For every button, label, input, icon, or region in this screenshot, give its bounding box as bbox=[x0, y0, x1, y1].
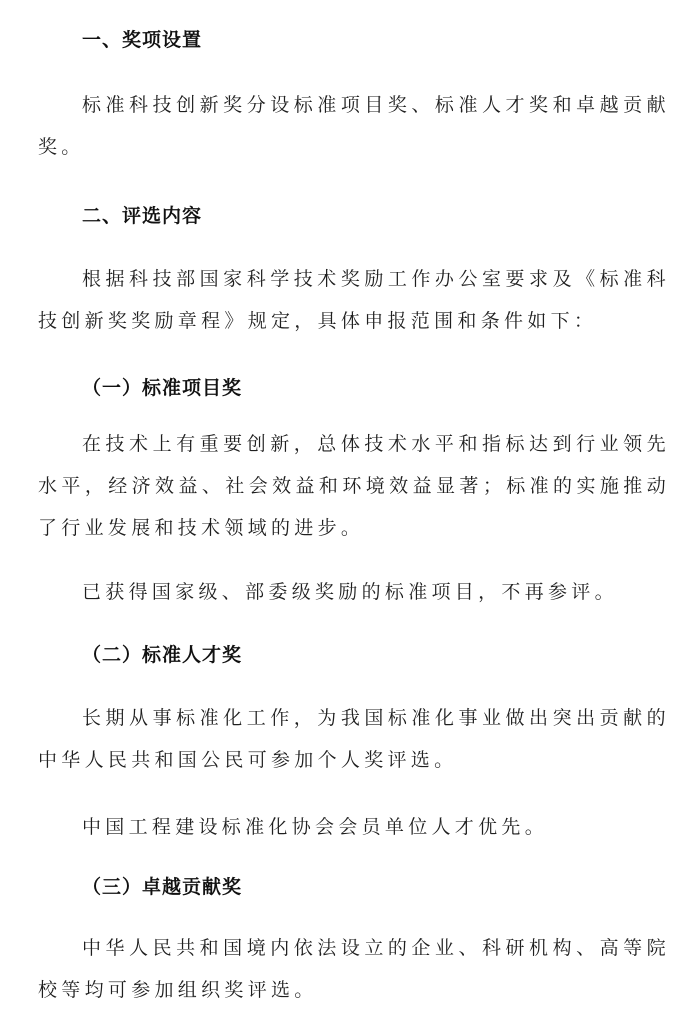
subsection-heading-talent-award: （二）标准人才奖 bbox=[82, 644, 243, 666]
paragraph-contribution-award-criteria: 中华人民共和国境内依法设立的企业、科研机构、高等院校等均可参加组织奖评选。 bbox=[38, 937, 670, 1001]
section-heading-award-settings: 一、奖项设置 bbox=[82, 29, 203, 51]
subsection-heading-contribution-award: （三）卓越贡献奖 bbox=[82, 876, 243, 898]
paragraph-selection-content: 根据科技部国家科学技术奖励工作办公室要求及《标准科技创新奖奖励章程》规定，具体申报范围和条件如下： bbox=[38, 268, 670, 332]
section-heading-selection-content: 二、评选内容 bbox=[82, 205, 203, 227]
paragraph-award-settings: 标准科技创新奖分设标准项目奖、标准人才奖和卓越贡献奖。 bbox=[38, 94, 670, 158]
subsection-heading-project-award: （一）标准项目奖 bbox=[82, 377, 243, 399]
paragraph-project-award-criteria: 在技术上有重要创新，总体技术水平和指标达到行业领先水平，经济效益、社会效益和环境效益显著；标准的实施推动了行业发展和技术领域的进步。 bbox=[38, 433, 670, 539]
paragraph-talent-award-priority: 中国工程建设标准化协会会员单位人才优先。 bbox=[82, 816, 549, 838]
paragraph-talent-award-criteria: 长期从事标准化工作，为我国标准化事业做出突出贡献的中华人民共和国公民可参加个人奖评选。 bbox=[38, 707, 670, 771]
paragraph-project-award-exclusion: 已获得国家级、部委级奖励的标准项目，不再参评。 bbox=[82, 581, 618, 603]
